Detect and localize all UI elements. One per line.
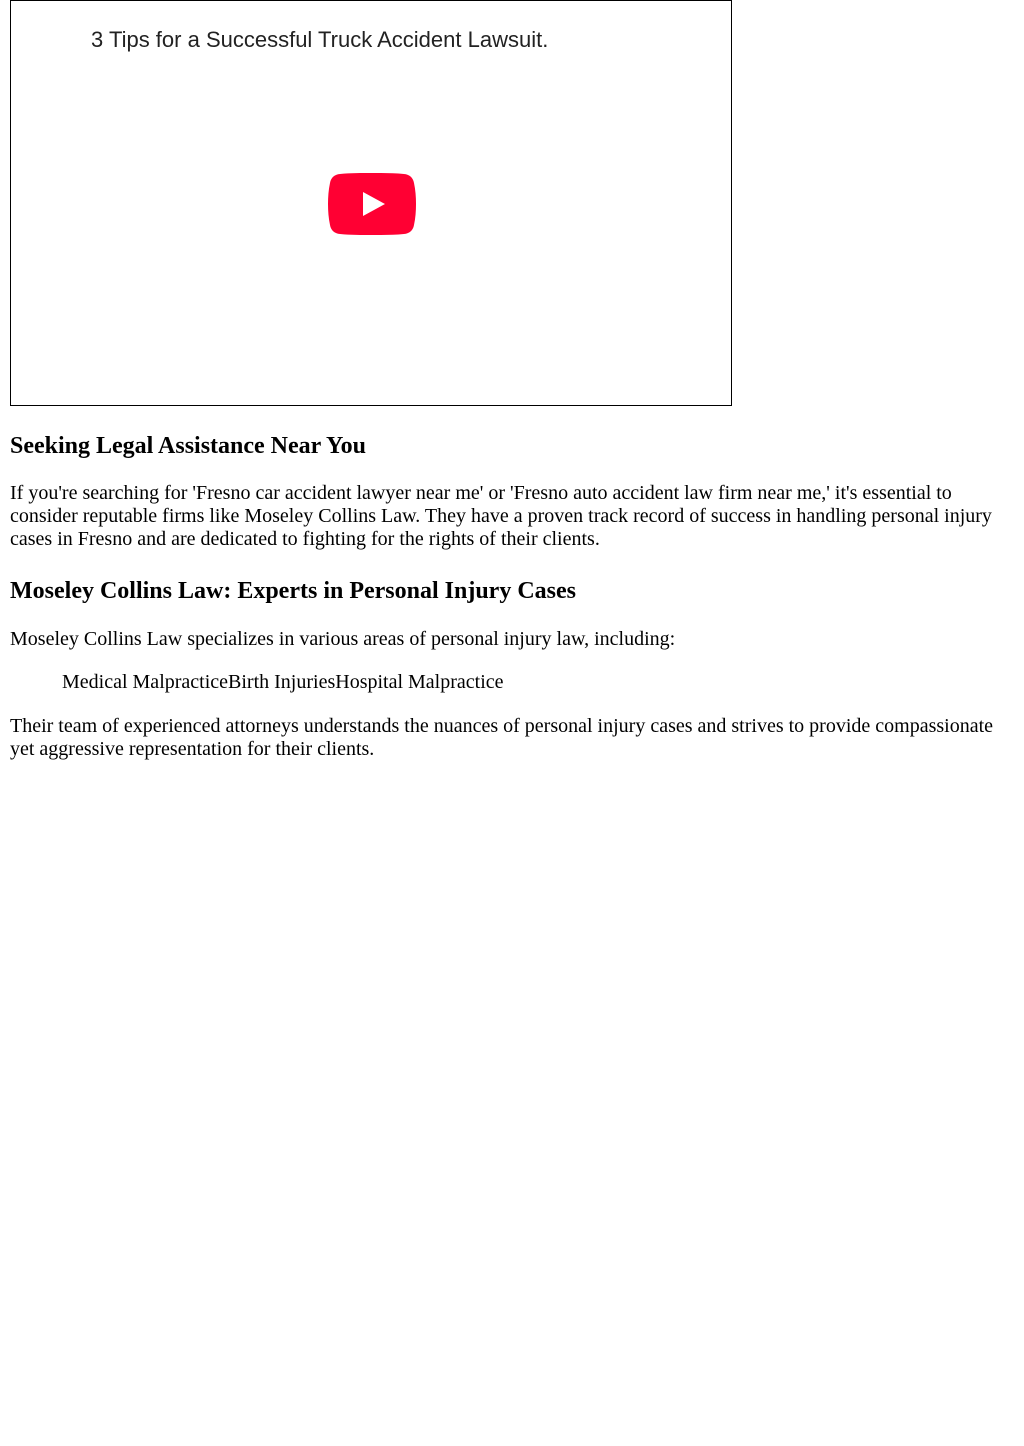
section-heading-moseley: Moseley Collins Law: Experts in Personal Injury Cases [10,578,576,604]
youtube-play-button[interactable] [328,173,416,235]
section-body-seeking: If you're searching for 'Fresno car accident lawyer near me' or 'Fresno auto accident law firm near me,' it's essential to consider reputable firms like Moseley Collins Law. They have a proven track record of success in handling personal injury cases in Fresno and are dedicated to fighting for the rights of their clients. [10,482,992,550]
section-closing-moseley: Their team of experienced attorneys understands the nuances of personal injury cases and strives to provide compassionate yet aggressive representation for their clients. [10,715,994,760]
specialty-item-hospital-malpractice: Hospital Malpractice [335,671,504,693]
specialties-intro: Moseley Collins Law specializes in various areas of personal injury law, including: [10,628,676,650]
video-title[interactable]: 3 Tips for a Successful Truck Accident Lawsuit. [91,27,549,52]
specialty-item-birth-injuries: Birth Injuries [228,671,336,693]
youtube-play-icon [328,173,416,235]
specialties-list [10,671,1010,694]
youtube-video-embed[interactable] [10,0,732,406]
section-heading-seeking: Seeking Legal Assistance Near You [10,433,367,459]
article-content [10,0,1010,761]
specialty-item-medical-malpractice: Medical Malpractice [62,671,229,693]
